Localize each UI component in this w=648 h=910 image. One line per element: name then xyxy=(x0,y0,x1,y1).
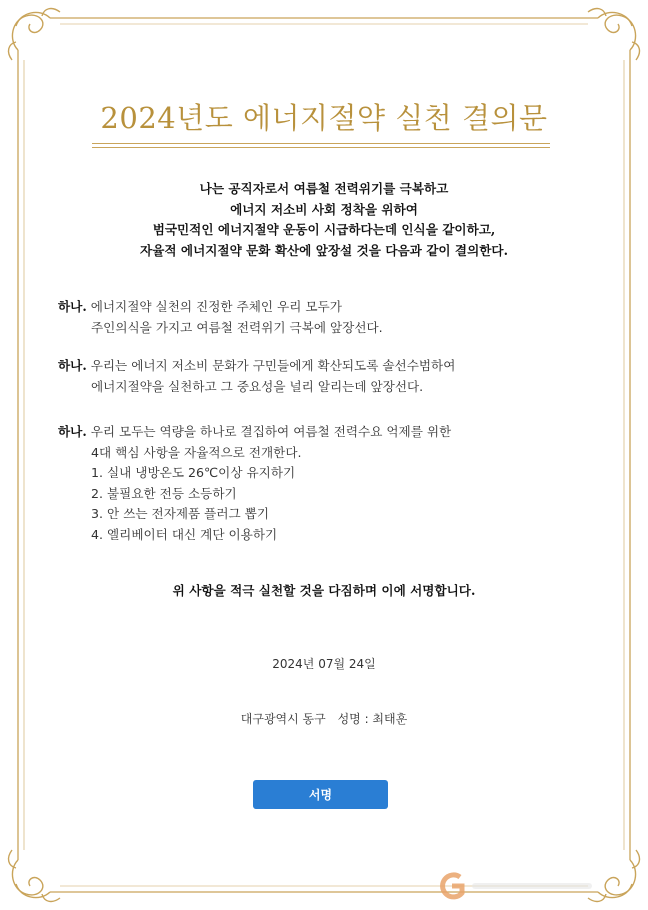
resolve-statement: 위 사항을 적극 실천할 것을 다짐하며 이에 서명합니다. xyxy=(172,583,476,598)
title-rule-bottom xyxy=(92,147,550,148)
signature-name: 성명 : 최태훈 xyxy=(337,712,408,726)
pledge-line: 자율적 에너지절약 문화 확산에 앞장설 것을 다음과 같이 결의한다. xyxy=(140,242,508,258)
resolution-item-1 xyxy=(58,297,578,338)
title-rule-top xyxy=(92,143,550,144)
corner-ornament-icon xyxy=(9,9,60,60)
action-item: 1. 실내 냉방온도 26℃이상 유지하기 xyxy=(91,465,296,480)
watermark-logo-icon xyxy=(436,871,606,901)
document-title: 2024년도 에너지절약 실천 결의문 xyxy=(100,101,548,135)
pledge-line: 에너지 저소비 사회 정착을 위하여 xyxy=(230,201,418,217)
item-text: 에너지절약 실천의 진정한 주체인 우리 모두가 xyxy=(86,299,342,314)
pledge-line: 나는 공직자로서 여름철 전력위기를 극복하고 xyxy=(199,181,449,196)
signature-line xyxy=(0,710,648,727)
document-date: 2024년 07월 24일 xyxy=(272,657,376,671)
item-text: 우리는 에너지 저소비 문화가 구민들에게 확산되도록 솔선수범하여 xyxy=(86,358,456,373)
item-lead: 하나. xyxy=(58,424,87,439)
action-item: 3. 안 쓰는 전자제품 플러그 뽑기 xyxy=(91,506,270,521)
sign-button[interactable]: 서명 xyxy=(253,780,388,809)
item-text: 우리 모두는 역량을 하나로 결집하여 여름철 전력수요 억제를 위한 xyxy=(86,424,452,439)
item-lead: 하나. xyxy=(58,358,87,373)
action-item: 2. 불필요한 전등 소등하기 xyxy=(91,485,237,501)
resolution-item-2 xyxy=(58,356,578,397)
signature-org: 대구광역시 동구 xyxy=(240,712,326,726)
item-text: 주인의식을 가지고 여름철 전력위기 극복에 앞장선다. xyxy=(91,319,383,335)
item-lead: 하나. xyxy=(58,299,87,314)
item-text: 4대 핵심 사항을 자율적으로 전개한다. xyxy=(91,444,302,460)
item-text: 에너지절약을 실천하고 그 중요성을 널리 알리는데 앞장선다. xyxy=(91,378,424,394)
action-item: 4. 엘리베이터 대신 계단 이용하기 xyxy=(91,526,278,542)
pledge-paragraph xyxy=(0,179,648,261)
corner-ornament-icon xyxy=(588,9,639,60)
pledge-line: 범국민적인 에너지절약 운동이 시급하다는데 인식을 같이하고, xyxy=(152,222,496,237)
corner-ornament-icon xyxy=(9,850,60,901)
resolution-item-3 xyxy=(58,422,578,545)
